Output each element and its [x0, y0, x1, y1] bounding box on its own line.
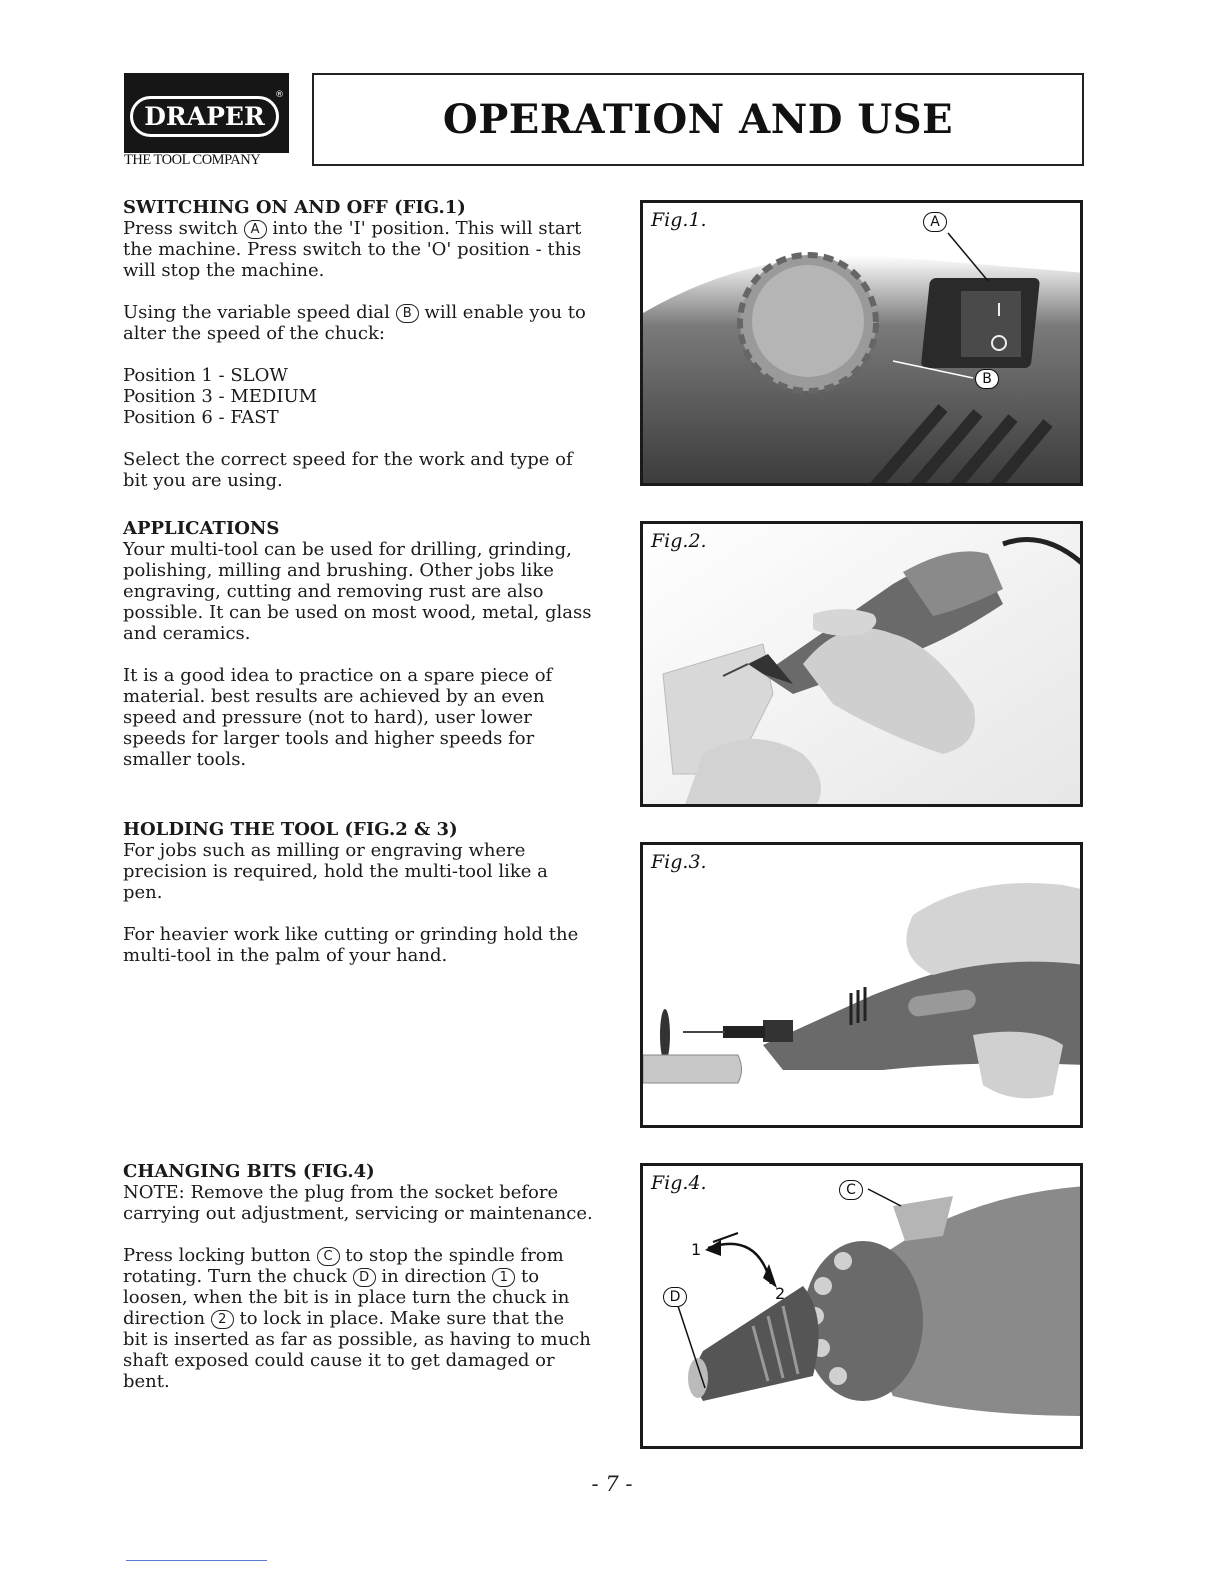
- callout-b-marker: B: [396, 304, 419, 323]
- figure-callout-c: C: [839, 1180, 863, 1200]
- figure-callout-b: B: [975, 369, 999, 389]
- logo-tagline: THE TOOL COMPANY: [124, 152, 261, 168]
- paragraph: For jobs such as milling or engraving where precision is required, hold the multi-tool like a pen.: [123, 840, 548, 903]
- paragraph: It is a good idea to practice on a spare piece of material. best results are achieved by an even speed and pressure (not to hard), user lower speeds for larger tools and higher speeds for smaller tools.: [123, 665, 553, 770]
- figure-callout-d: D: [663, 1287, 687, 1307]
- figure-4: [640, 1163, 1083, 1449]
- figure-3-photo: [643, 845, 1083, 1128]
- direction-2-label: 2: [775, 1284, 786, 1303]
- speed-position: Position 3 - MEDIUM: [123, 386, 318, 407]
- page-title: OPERATION AND USE: [442, 96, 954, 143]
- figure-label: Fig.4.: [651, 1172, 707, 1194]
- figure-label: Fig.2.: [651, 530, 707, 552]
- callout-a-marker: A: [244, 220, 267, 239]
- section-heading: CHANGING BITS (FIG.4): [123, 1161, 375, 1182]
- speed-position: Position 1 - SLOW: [123, 365, 288, 386]
- section-applications: [123, 518, 593, 770]
- registered-mark: ®: [275, 90, 284, 100]
- figure-4-photo: [643, 1166, 1083, 1449]
- figure-label: Fig.1.: [651, 209, 707, 231]
- footer-rule: [126, 1560, 267, 1561]
- callout-d-marker: D: [353, 1268, 376, 1287]
- paragraph: Press locking button C to stop the spindle from rotating. Turn the chuck D in direction 1 to loosen, when the bit is in place turn the chuck in direction 2 to lock in place. Make sure that the bit is inserted as far as possible, as having to much shaft exposed could cause it to get damaged or bent.: [123, 1245, 591, 1392]
- logo-wordmark: DRAPER: [130, 96, 279, 137]
- speed-positions-list: [123, 365, 593, 428]
- figure-callout-a: A: [923, 212, 947, 232]
- figure-1-photo: [643, 203, 1083, 486]
- paragraph: Your multi-tool can be used for drilling, grinding, polishing, milling and brushing. Other jobs like engraving, cutting and removing rust are also possible. It can be used on most wood, metal, glass and ceramics.: [123, 539, 592, 644]
- draper-logo: [124, 73, 289, 153]
- direction-2-marker: 2: [211, 1310, 234, 1329]
- direction-1-label: 1: [691, 1240, 702, 1259]
- paragraph: Using the variable speed dial B will enable you to alter the speed of the chuck:: [123, 302, 586, 344]
- section-heading: HOLDING THE TOOL (FIG.2 & 3): [123, 819, 458, 840]
- direction-1-marker: 1: [492, 1268, 515, 1287]
- section-heading: APPLICATIONS: [123, 518, 280, 539]
- page-title-box: [312, 73, 1084, 166]
- speed-position: Position 6 - FAST: [123, 407, 279, 428]
- figure-3: [640, 842, 1083, 1128]
- section-changing-bits: [123, 1161, 593, 1392]
- section-heading: SWITCHING ON AND OFF (FIG.1): [123, 197, 466, 218]
- paragraph: For heavier work like cutting or grinding hold the multi-tool in the palm of your hand.: [123, 924, 579, 966]
- callout-c-marker: C: [317, 1247, 340, 1266]
- paragraph: Select the correct speed for the work and type of bit you are using.: [123, 449, 573, 491]
- figure-2-photo: [643, 524, 1083, 807]
- paragraph: Press switch A into the 'I' position. This will start the machine. Press switch to the 'O' position - this will stop the machine.: [123, 218, 582, 281]
- section-holding: [123, 819, 593, 966]
- figure-2: [640, 521, 1083, 807]
- figure-1: [640, 200, 1083, 486]
- section-switching: [123, 197, 593, 491]
- paragraph: NOTE: Remove the plug from the socket before carrying out adjustment, servicing or maintenance.: [123, 1182, 593, 1224]
- figure-label: Fig.3.: [651, 851, 707, 873]
- page-number: - 7 -: [591, 1472, 633, 1496]
